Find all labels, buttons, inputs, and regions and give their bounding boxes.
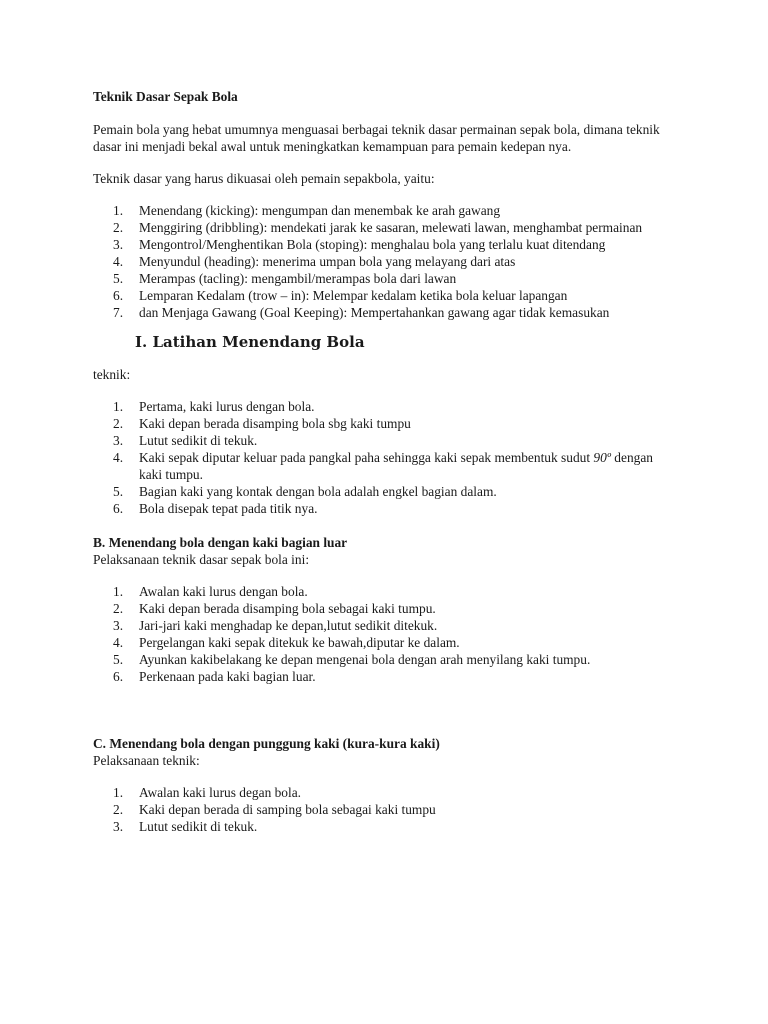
- list-item-text: Ayunkan kakibelakang ke depan mengenai bola dengan arah menyilang kaki tumpu.: [139, 652, 591, 667]
- list-item-text: Jari-jari kaki menghadap ke depan,lutut sedikit ditekuk.: [139, 618, 438, 633]
- list-number: 6.: [113, 669, 124, 684]
- section-b-steps: [93, 583, 673, 685]
- list-item-text: Pergelangan kaki sepak ditekuk ke bawah,diputar ke dalam.: [139, 635, 460, 650]
- list-number: 1.: [113, 584, 124, 599]
- list-item: [93, 483, 673, 500]
- document-body: [93, 88, 673, 835]
- list-number: 4.: [113, 254, 124, 269]
- list-number: 3.: [113, 618, 124, 633]
- angle-value: 90º: [593, 450, 611, 465]
- list-number: 3.: [113, 819, 124, 834]
- list-item: [93, 500, 673, 517]
- list-item: [93, 304, 673, 321]
- list-item: [93, 270, 673, 287]
- list-item: [93, 236, 673, 253]
- list-number: 5.: [113, 271, 124, 286]
- list-intro: Teknik dasar yang harus dikuasai oleh pemain sepakbola, yaitu:: [93, 171, 435, 186]
- list-item: [93, 634, 673, 651]
- techniques-list: [93, 202, 673, 321]
- list-item: [93, 668, 673, 685]
- list-item: [93, 449, 673, 483]
- list-number: 7.: [113, 305, 124, 320]
- list-item: [93, 202, 673, 219]
- list-item-text: Pertama, kaki lurus dengan bola.: [139, 399, 315, 414]
- list-item: [93, 432, 673, 449]
- intro-paragraph: Pemain bola yang hebat umumnya menguasai berbagai teknik dasar permainan sepak bola, dimana teknik dasar ini menjadi bekal awal untuk meningkatkan kemampuan para pemain kedepan nya.: [93, 122, 660, 154]
- list-item-text: Bola disepak tepat pada titik nya.: [139, 501, 318, 516]
- section-i-heading: I. Latihan Menendang Bola: [135, 333, 365, 351]
- list-item: [93, 253, 673, 270]
- list-number: 5.: [113, 484, 124, 499]
- list-number: 3.: [113, 433, 124, 448]
- list-number: 6.: [113, 501, 124, 516]
- document-title: Teknik Dasar Sepak Bola: [93, 89, 238, 104]
- list-item-text: dan Menjaga Gawang (Goal Keeping): Mempertahankan gawang agar tidak kemasukan: [139, 305, 610, 320]
- section-i-label: teknik:: [93, 367, 131, 382]
- list-item-text: Menyundul (heading): menerima umpan bola yang melayang dari atas: [139, 254, 516, 269]
- section-c-steps: [93, 784, 673, 835]
- list-item-text: Mengontrol/Menghentikan Bola (stoping): menghalau bola yang terlalu kuat ditendang: [139, 237, 606, 252]
- list-number: 4.: [113, 450, 124, 465]
- list-item-text: Kaki depan berada disamping bola sbg kaki tumpu: [139, 416, 411, 431]
- list-number: 4.: [113, 635, 124, 650]
- list-number: 6.: [113, 288, 124, 303]
- section-c-label: Pelaksanaan teknik:: [93, 753, 200, 768]
- list-number: 2.: [113, 601, 124, 616]
- list-number: 3.: [113, 237, 124, 252]
- section-b-heading: B. Menendang bola dengan kaki bagian luar: [93, 535, 348, 550]
- list-item-text: Menendang (kicking): mengumpan dan menembak ke arah gawang: [139, 203, 501, 218]
- list-item-text: Lutut sedikit di tekuk.: [139, 433, 258, 448]
- list-item: [93, 398, 673, 415]
- list-item: [93, 415, 673, 432]
- list-item-text: Kaki depan berada disamping bola sebagai kaki tumpu.: [139, 601, 436, 616]
- list-number: 2.: [113, 416, 124, 431]
- section-b-label: Pelaksanaan teknik dasar sepak bola ini:: [93, 552, 310, 567]
- list-item-text: Awalan kaki lurus degan bola.: [139, 785, 302, 800]
- list-item-text: dengan kaki tumpu.: [139, 450, 653, 482]
- list-item: [93, 651, 673, 668]
- list-number: 1.: [113, 203, 124, 218]
- list-item-text: Awalan kaki lurus dengan bola.: [139, 584, 308, 599]
- list-item: [93, 600, 673, 617]
- list-item-text: Lutut sedikit di tekuk.: [139, 819, 258, 834]
- list-number: 1.: [113, 399, 124, 414]
- list-item: [93, 287, 673, 304]
- list-number: 2.: [113, 220, 124, 235]
- list-item: [93, 219, 673, 236]
- list-item: [93, 818, 673, 835]
- list-item-text: Menggiring (dribbling): mendekati jarak ke sasaran, melewati lawan, menghambat permainan: [139, 220, 643, 235]
- list-number: 1.: [113, 785, 124, 800]
- list-number: 5.: [113, 652, 124, 667]
- list-item-text: Bagian kaki yang kontak dengan bola adalah engkel bagian dalam.: [139, 484, 497, 499]
- list-item-text: Lemparan Kedalam (trow – in): Melempar kedalam ketika bola keluar lapangan: [139, 288, 568, 303]
- list-item: [93, 583, 673, 600]
- list-item: [93, 617, 673, 634]
- list-number: 2.: [113, 802, 124, 817]
- section-c-heading: C. Menendang bola dengan punggung kaki (kura-kura kaki): [93, 736, 440, 751]
- list-item-text: Kaki depan berada di samping bola sebagai kaki tumpu: [139, 802, 436, 817]
- list-item: [93, 801, 673, 818]
- list-item: [93, 784, 673, 801]
- section-i-steps: [93, 398, 673, 517]
- list-item-text: Kaki sepak diputar keluar pada pangkal paha sehingga kaki sepak membentuk sudut: [139, 450, 594, 465]
- list-item-text: Perkenaan pada kaki bagian luar.: [139, 669, 316, 684]
- list-item-text: Merampas (tacling): mengambil/merampas bola dari lawan: [139, 271, 457, 286]
